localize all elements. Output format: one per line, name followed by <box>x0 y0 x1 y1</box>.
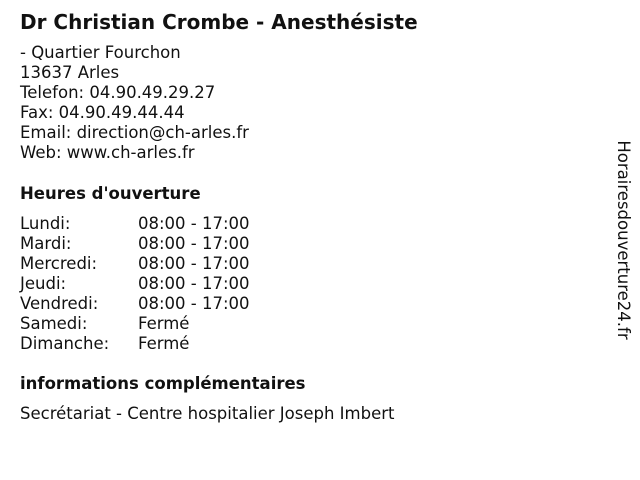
email-line: Email: direction@ch-arles.fr <box>20 123 249 142</box>
additional-info-text: Secrétariat - Centre hospitalier Joseph Imbert <box>20 404 395 423</box>
phone-line: Telefon: 04.90.49.29.27 <box>20 83 216 102</box>
hours-row <box>20 314 250 334</box>
hours-row <box>20 254 250 274</box>
opening-hours-heading: Heures d'ouverture <box>20 184 201 203</box>
fax-line: Fax: 04.90.49.44.44 <box>20 103 185 122</box>
hours-time: 08:00 - 17:00 <box>138 274 250 293</box>
opening-hours-table <box>20 214 250 354</box>
hours-day: Jeudi: <box>20 274 67 293</box>
page-title: Dr Christian Crombe - Anesthésiste <box>20 10 418 34</box>
hours-time: 08:00 - 17:00 <box>138 254 250 273</box>
address-street: - Quartier Fourchon <box>20 43 181 62</box>
hours-time: 08:00 - 17:00 <box>138 234 250 253</box>
hours-day: Dimanche: <box>20 334 110 353</box>
hours-time: 08:00 - 17:00 <box>138 294 250 313</box>
contact-block <box>20 43 249 163</box>
address-city: 13637 Arles <box>20 63 120 82</box>
site-watermark: Horairesdouverture24.fr <box>614 140 633 340</box>
web-line: Web: www.ch-arles.fr <box>20 143 195 162</box>
hours-time: Fermé <box>138 314 190 333</box>
additional-info-heading: informations complémentaires <box>20 374 306 393</box>
hours-day: Vendredi: <box>20 294 99 313</box>
hours-row <box>20 294 250 314</box>
hours-row <box>20 214 250 234</box>
hours-row <box>20 274 250 294</box>
hours-row <box>20 234 250 254</box>
hours-day: Lundi: <box>20 214 71 233</box>
hours-day: Samedi: <box>20 314 88 333</box>
hours-day: Mercredi: <box>20 254 98 273</box>
hours-time: Fermé <box>138 334 190 353</box>
hours-row <box>20 334 250 354</box>
hours-day: Mardi: <box>20 234 72 253</box>
hours-time: 08:00 - 17:00 <box>138 214 250 233</box>
